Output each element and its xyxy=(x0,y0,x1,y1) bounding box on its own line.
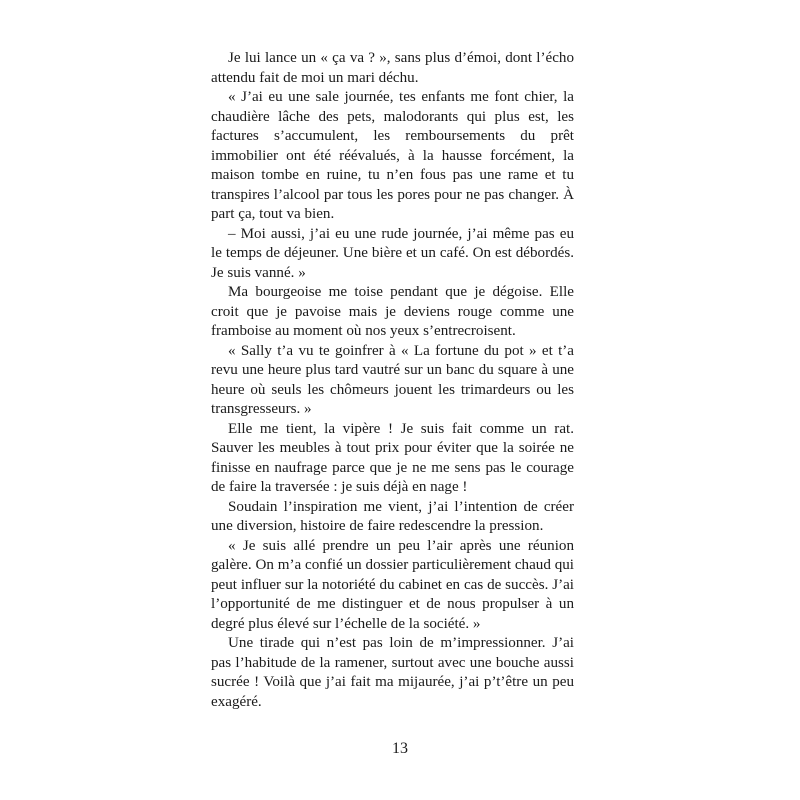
paragraph: « J’ai eu une sale journée, tes enfants me font chier, la chaudière lâche des pets, malodorants qui plus est, les factures s’accumulent, les remboursements du prêt immobilier ont été réévalués, à la hausse forcément, la maison tombe en ruine, tu n’en fous pas une rame et tu transpires l’alcool par tous les pores pour ne pas changer. À part ça, tout va bien. xyxy=(211,89,574,222)
paragraph: Soudain l’inspiration me vient, j’ai l’intention de créer une diversion, histoire de faire redescendre la pression. xyxy=(211,498,574,534)
paragraph: « Sally t’a vu te goinfrer à « La fortune du pot » et t’a revu une heure plus tard vautré sur un banc du square à une heure où seuls les chômeurs jouent les trimardeurs ou les transgresseurs. » xyxy=(211,342,574,417)
paragraph: Je lui lance un « ça va ? », sans plus d’émoi, dont l’écho attendu fait de moi un mari déchu. xyxy=(211,50,574,86)
paragraph: « Je suis allé prendre un peu l’air après une réunion galère. On m’a confié un dossier particulièrement chaud qui peut influer sur la notoriété du cabinet en cas de succès. J’ai l’opportunité de me distinguer et de nous propulser à un degré plus élevé sur l’échelle de la société. » xyxy=(211,537,574,632)
page-number: 13 xyxy=(392,740,408,757)
paragraph: Une tirade qui n’est pas loin de m’impressionner. J’ai pas l’habitude de la ramener, surtout avec une bouche aussi sucrée ! Voilà que j’ai fait ma mijaurée, j’ai p’t’être un peu exagéré. xyxy=(211,635,574,710)
body-text xyxy=(211,49,574,712)
paragraph: Elle me tient, la vipère ! Je suis fait comme un rat. Sauver les meubles à tout prix pour éviter que la soirée ne finisse en naufrage parce que je ne me sens pas le courage de faire la traversée : je suis déjà en nage ! xyxy=(211,420,574,495)
paragraph: – Moi aussi, j’ai eu une rude journée, j’ai même pas eu le temps de déjeuner. Une bière et un café. On est débordés. Je suis vanné. » xyxy=(211,225,574,281)
paragraph: Ma bourgeoise me toise pendant que je dégoise. Elle croit que je pavoise mais je deviens rouge comme une framboise au moment où nos yeux s’entrecroisent. xyxy=(211,284,574,339)
